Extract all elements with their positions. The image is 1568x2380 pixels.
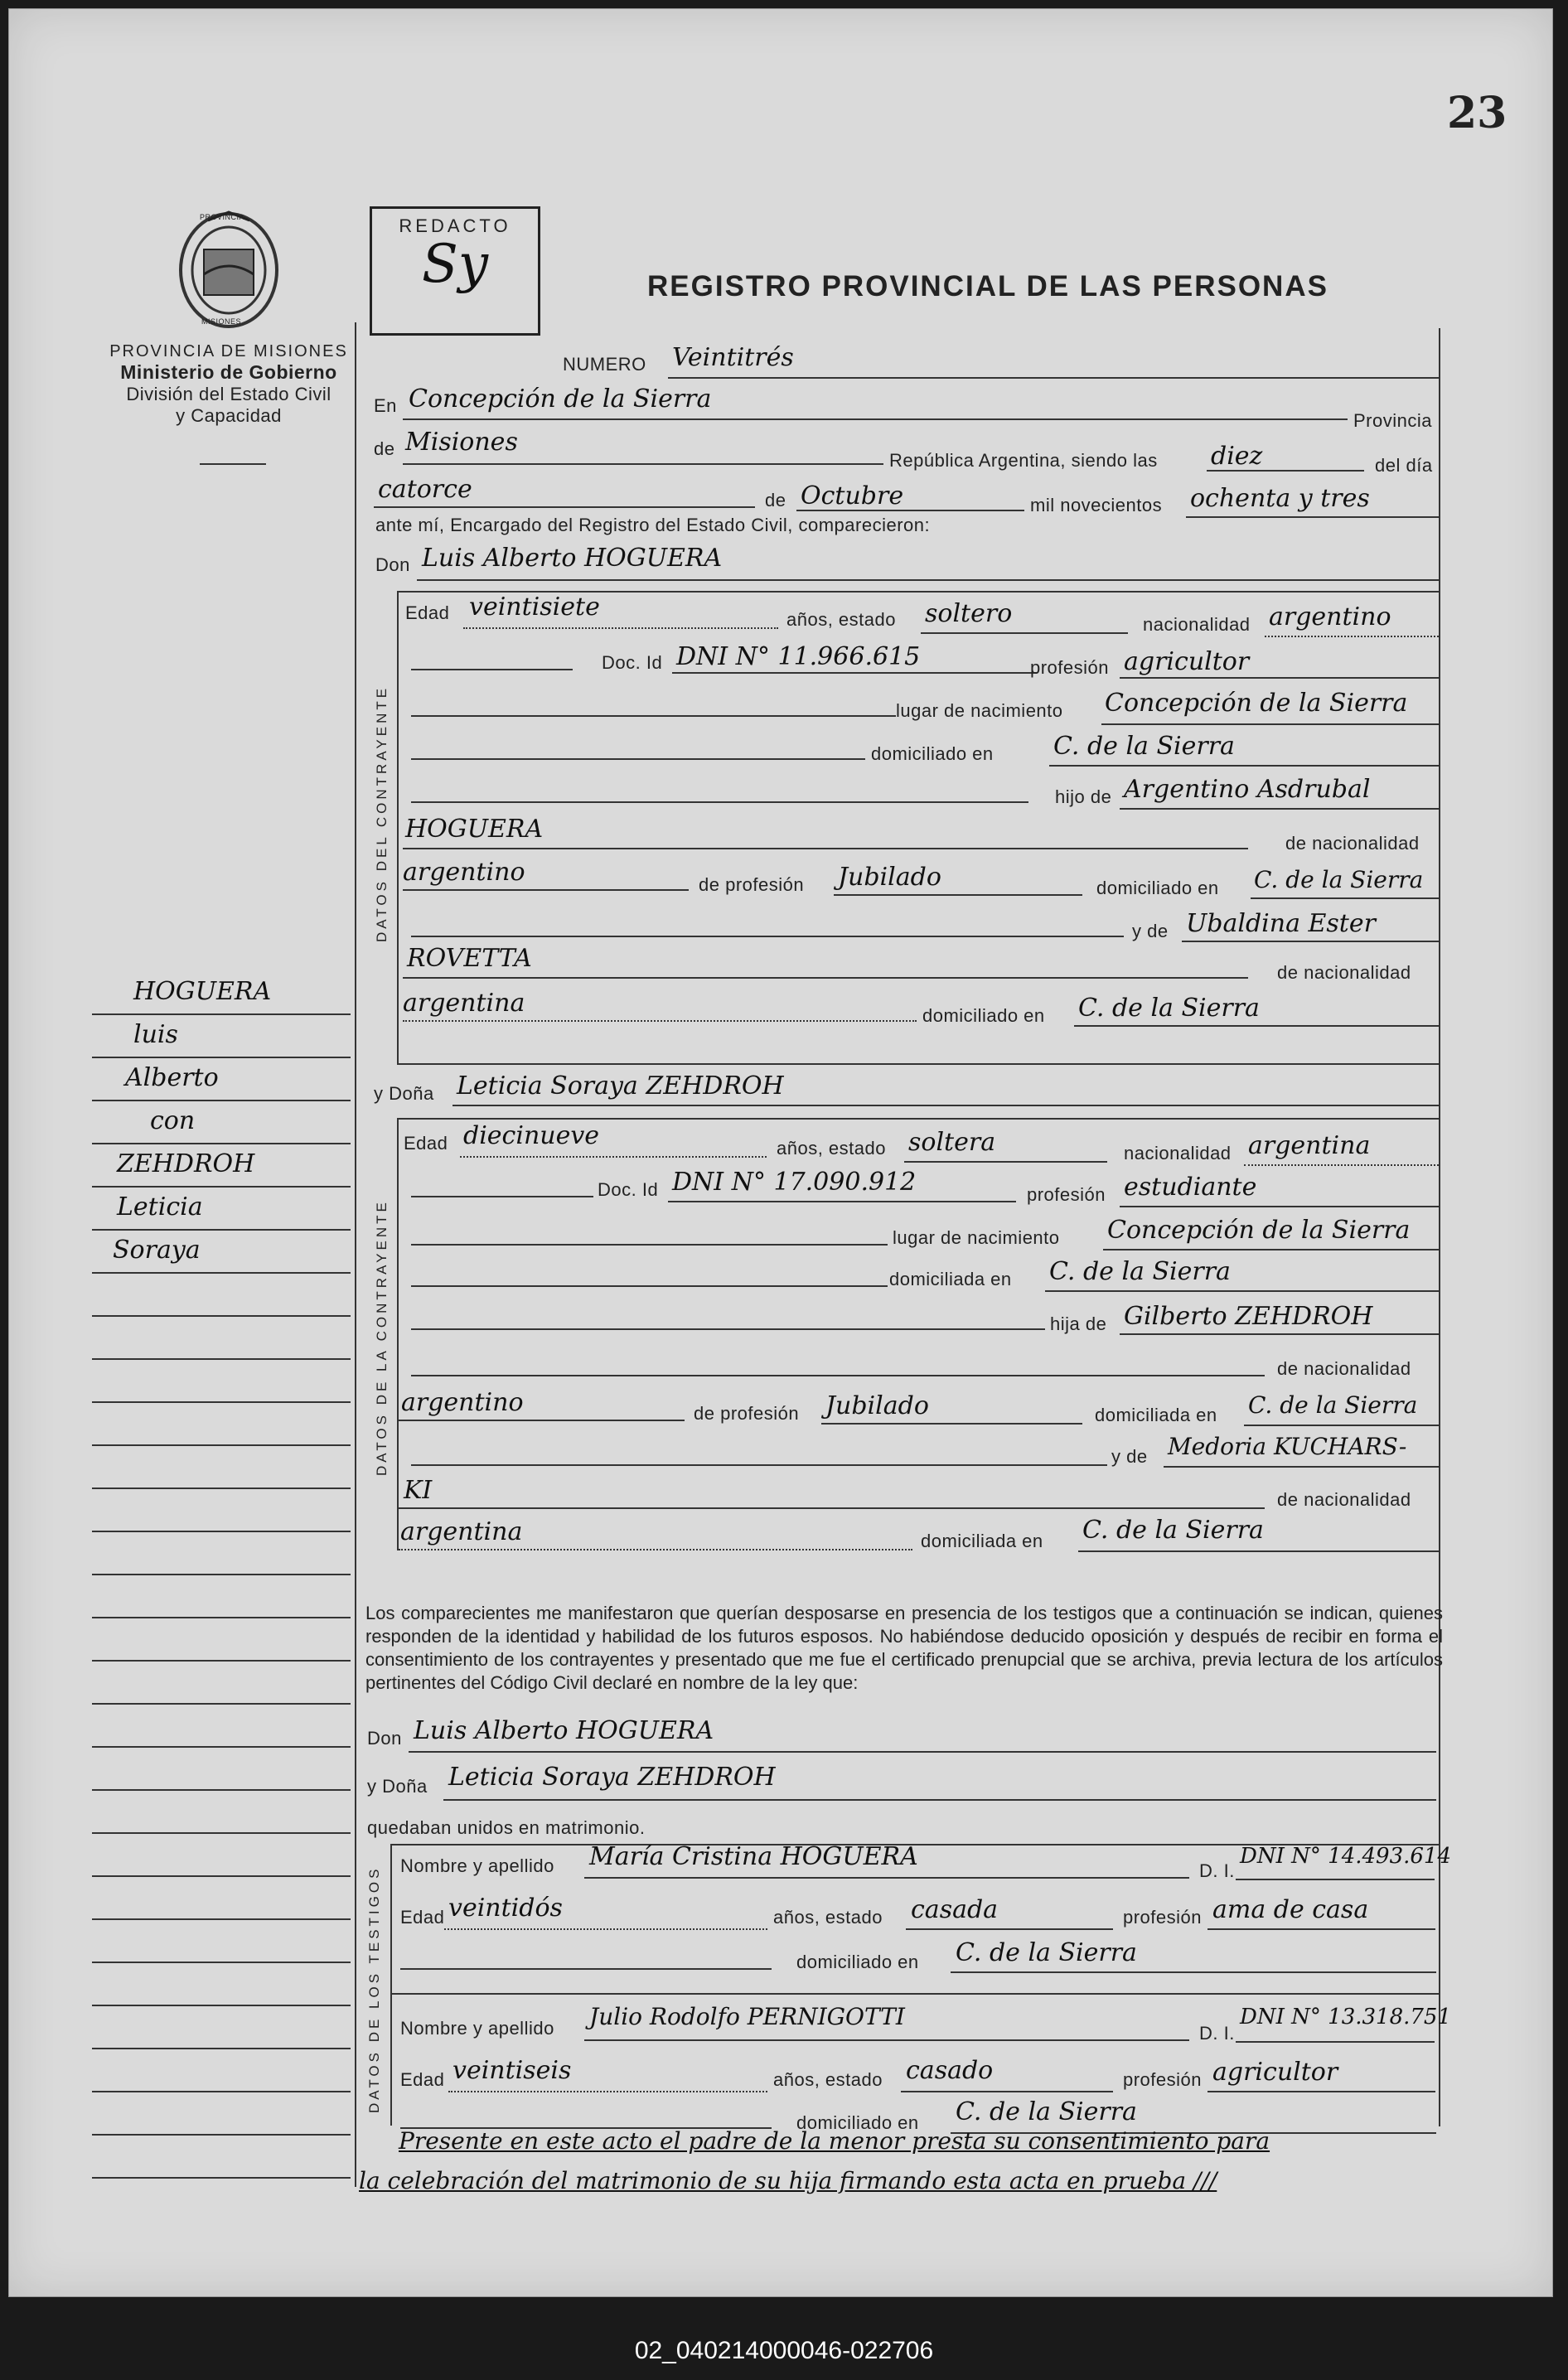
numero-value: Veintitrés <box>672 343 794 372</box>
decl-bride: Leticia Soraya ZEHDROH <box>448 1763 776 1792</box>
bride-profesion: estudiante <box>1124 1173 1257 1202</box>
margin-name: con <box>150 1106 196 1135</box>
bride-estado: soltera <box>908 1128 996 1157</box>
numero-label: NUMERO <box>563 354 646 375</box>
bride-padre-prof: Jubilado <box>825 1391 929 1420</box>
w1-profesion: ama de casa <box>1212 1895 1369 1924</box>
groom-name: Luis Alberto HOGUERA <box>422 544 723 573</box>
stamp-label: REDACTO <box>399 215 511 236</box>
bride-madre-dom-label: domiciliada en <box>921 1531 1043 1551</box>
agency-ministry: Ministerio de Gobierno <box>120 361 337 383</box>
groom-padre: Argentino Asdrubal <box>1124 775 1371 804</box>
seal-bottom-text: MISIONES <box>201 317 242 326</box>
groom-don-label: Don <box>375 554 410 575</box>
bride-prof-label: profesión <box>1027 1184 1106 1205</box>
bride-edad: diecinueve <box>463 1121 600 1150</box>
agency-province: PROVINCIA DE MISIONES <box>109 342 348 360</box>
anio-value: ochenta y tres <box>1190 484 1370 513</box>
anio-label: mil novecientos <box>1030 495 1163 515</box>
bride-madre-nac-label: de nacionalidad <box>1277 1489 1411 1510</box>
bride-padre-dom-label: domiciliada en <box>1095 1405 1217 1425</box>
decl-closing: quedaban unidos en matrimonio. <box>367 1817 646 1838</box>
w1-nombre-label: Nombre y apellido <box>400 1855 554 1876</box>
bride-name: Leticia Soraya ZEHDROH <box>457 1071 784 1101</box>
groom-padre-dom: C. de la Sierra <box>1254 866 1424 893</box>
declaration-paragraph: Los comparecientes me manifestaron que querían desposarse en presencia de los testigos que a continuación se indican, quienes responden de la identidad y habilidad de los futuros esposos. No habiéndose deducido oposición y después de recibir en forma el consentimiento de los contrayentes y presentado que me fue el certificado prenupcial que se archiva, previa lectura de los artículos pertinentes del Código Civil declaré en nombre de la ley que: <box>365 1603 1443 1693</box>
groom-madre-apellido: ROVETTA <box>407 944 532 973</box>
groom-madre-nac-label: de nacionalidad <box>1277 962 1411 983</box>
bride-madre-dom: C. de la Sierra <box>1082 1516 1264 1545</box>
agency-division: División del Estado Civil <box>126 384 332 404</box>
w2-nombre-label: Nombre y apellido <box>400 2018 554 2039</box>
margin-name: Leticia <box>117 1192 203 1221</box>
bride-side-label: DATOS DE LA CONTRAYENTE <box>374 1199 390 1476</box>
groom-lugar: Concepción de la Sierra <box>1105 689 1408 718</box>
w1-di: DNI N° 14.493.614 <box>1240 1844 1452 1869</box>
provincial-seal-icon <box>175 208 283 332</box>
bride-lugar-label: lugar de nacimiento <box>893 1227 1060 1248</box>
w2-prof-label: profesión <box>1123 2069 1203 2090</box>
notes-line-1: Presente en este acto el padre de la menor presta su consentimiento para <box>399 2127 1270 2155</box>
margin-name: ZEHDROH <box>117 1149 255 1178</box>
bride-madre-apellido: KI <box>404 1476 433 1505</box>
agency-capacity: y Capacidad <box>176 405 282 426</box>
page-number: 23 <box>1447 88 1508 138</box>
groom-padre-apellido: HOGUERA <box>405 815 544 844</box>
bride-madre: Medoria KUCHARS- <box>1168 1433 1407 1460</box>
w2-anios-label: años, estado <box>773 2069 883 2090</box>
hora-value: diez <box>1211 442 1263 471</box>
groom-anios-label: años, estado <box>786 609 896 630</box>
notes-line-2: la celebración del matrimonio de su hija firmando esta acta en prueba /// <box>359 2167 1217 2194</box>
w2-domicilio: C. de la Sierra <box>956 2097 1137 2126</box>
groom-dom-label: domiciliado en <box>871 743 994 764</box>
w1-dom-label: domiciliado en <box>796 1952 919 1972</box>
groom-de-nac-label: de nacionalidad <box>1285 833 1420 854</box>
bride-doc: DNI N° 17.090.912 <box>672 1168 917 1197</box>
groom-de-prof-label: de profesión <box>699 874 805 895</box>
bride-lugar: Concepción de la Sierra <box>1107 1216 1411 1245</box>
w2-edad-label: Edad <box>400 2069 445 2090</box>
dia-value: catorce <box>378 475 472 504</box>
bride-padre-nac: argentino <box>401 1388 524 1417</box>
bride-nac-label: nacionalidad <box>1124 1143 1232 1163</box>
stamp-initials: Sy <box>422 234 488 295</box>
groom-y-de-label: y de <box>1132 921 1169 941</box>
bride-de-nac-label: de nacionalidad <box>1277 1358 1411 1379</box>
bride-padre-dom: C. de la Sierra <box>1248 1391 1418 1419</box>
bride-domicilio: C. de la Sierra <box>1049 1257 1231 1286</box>
mes-label: de <box>765 490 786 510</box>
groom-edad: veintisiete <box>469 593 600 622</box>
w1-anios-label: años, estado <box>773 1907 883 1928</box>
margin-name: luis <box>133 1020 178 1049</box>
groom-madre-dom: C. de la Sierra <box>1078 994 1260 1023</box>
provincia-label: Provincia <box>1353 410 1432 431</box>
groom-edad-label: Edad <box>405 602 450 623</box>
bride-padre: Gilberto ZEHDROH <box>1124 1302 1373 1331</box>
republica-label: República Argentina, siendo las <box>889 450 1158 471</box>
groom-prof-label: profesión <box>1030 657 1110 678</box>
w2-estado: casado <box>906 2056 994 2085</box>
groom-doc-label: Doc. Id <box>602 652 663 673</box>
groom-padre-dom-label: domiciliado en <box>1096 878 1219 898</box>
de-label: de <box>374 438 395 459</box>
bride-nacionalidad: argentina <box>1248 1131 1371 1160</box>
groom-nacionalidad: argentino <box>1269 602 1391 631</box>
w1-domicilio: C. de la Sierra <box>956 1938 1137 1967</box>
bride-doc-label: Doc. Id <box>598 1179 659 1200</box>
w1-di-label: D. I. <box>1199 1860 1235 1881</box>
w1-nombre: María Cristina HOGUERA <box>589 1842 918 1871</box>
dia-label: del día <box>1375 455 1433 476</box>
bride-dom-label: domiciliada en <box>889 1269 1012 1289</box>
groom-profesion: agricultor <box>1124 647 1250 676</box>
margin-rule <box>355 322 356 2187</box>
bride-dona-label: y Doña <box>374 1083 434 1104</box>
footer-code: 02_040214000046-022706 <box>634 2337 934 2364</box>
w2-edad: veintiseis <box>452 2056 572 2085</box>
w2-profesion: agricultor <box>1212 2058 1338 2087</box>
en-value: Concepción de la Sierra <box>409 385 712 414</box>
w1-prof-label: profesión <box>1123 1907 1203 1928</box>
margin-name: Alberto <box>125 1063 219 1092</box>
bride-edad-label: Edad <box>404 1133 448 1154</box>
w2-di: DNI N° 13.318.751 <box>1240 2005 1452 2029</box>
w2-di-label: D. I. <box>1199 2023 1235 2044</box>
w1-edad: veintidós <box>448 1894 563 1923</box>
groom-padre-nac: argentino <box>403 858 525 887</box>
bride-hija-label: hija de <box>1050 1313 1107 1334</box>
decl-groom: Luis Alberto HOGUERA <box>414 1716 714 1745</box>
groom-domicilio: C. de la Sierra <box>1053 732 1235 761</box>
w2-dom-label: domiciliado en <box>796 2112 919 2133</box>
w1-estado: casada <box>911 1895 999 1924</box>
ante-label: ante mí, Encargado del Registro del Estado Civil, comparecieron: <box>375 515 931 535</box>
margin-name: HOGUERA <box>133 977 272 1006</box>
decl-don-label: Don <box>367 1728 402 1749</box>
bride-anios-label: años, estado <box>777 1138 886 1159</box>
redacto-stamp <box>370 206 540 336</box>
de-value: Misiones <box>405 428 518 457</box>
groom-estado: soltero <box>925 599 1013 628</box>
groom-madre-dom-label: domiciliado en <box>922 1005 1045 1026</box>
register-page <box>8 8 1553 2297</box>
groom-madre-nac: argentina <box>403 989 525 1018</box>
decl-dona-label: y Doña <box>367 1776 428 1797</box>
w1-edad-label: Edad <box>400 1907 445 1928</box>
en-label: En <box>374 395 397 416</box>
groom-padre-prof: Jubilado <box>838 863 941 892</box>
w2-nombre: Julio Rodolfo PERNIGOTTI <box>589 2003 905 2030</box>
groom-nac-label: nacionalidad <box>1143 614 1251 635</box>
margin-name: Soraya <box>113 1236 201 1265</box>
seal-top-text: PROVINCIA <box>200 213 245 221</box>
groom-lugar-label: lugar de nacimiento <box>896 700 1063 721</box>
page-title: REGISTRO PROVINCIAL DE LAS PERSONAS <box>647 270 1328 302</box>
witnesses-side-label: DATOS DE LOS TESTIGOS <box>366 1865 382 2113</box>
mes-value: Octubre <box>801 481 904 510</box>
bride-de-prof-label: de profesión <box>694 1403 800 1424</box>
groom-madre: Ubaldina Ester <box>1186 909 1376 938</box>
bride-y-de-label: y de <box>1111 1446 1148 1467</box>
groom-doc: DNI N° 11.966.615 <box>676 642 921 671</box>
agency-block <box>92 342 365 427</box>
groom-side-label: DATOS DEL CONTRAYENTE <box>374 684 390 942</box>
bride-madre-nac: argentina <box>400 1517 523 1546</box>
divider <box>200 463 266 465</box>
groom-hijo-label: hijo de <box>1055 786 1112 807</box>
